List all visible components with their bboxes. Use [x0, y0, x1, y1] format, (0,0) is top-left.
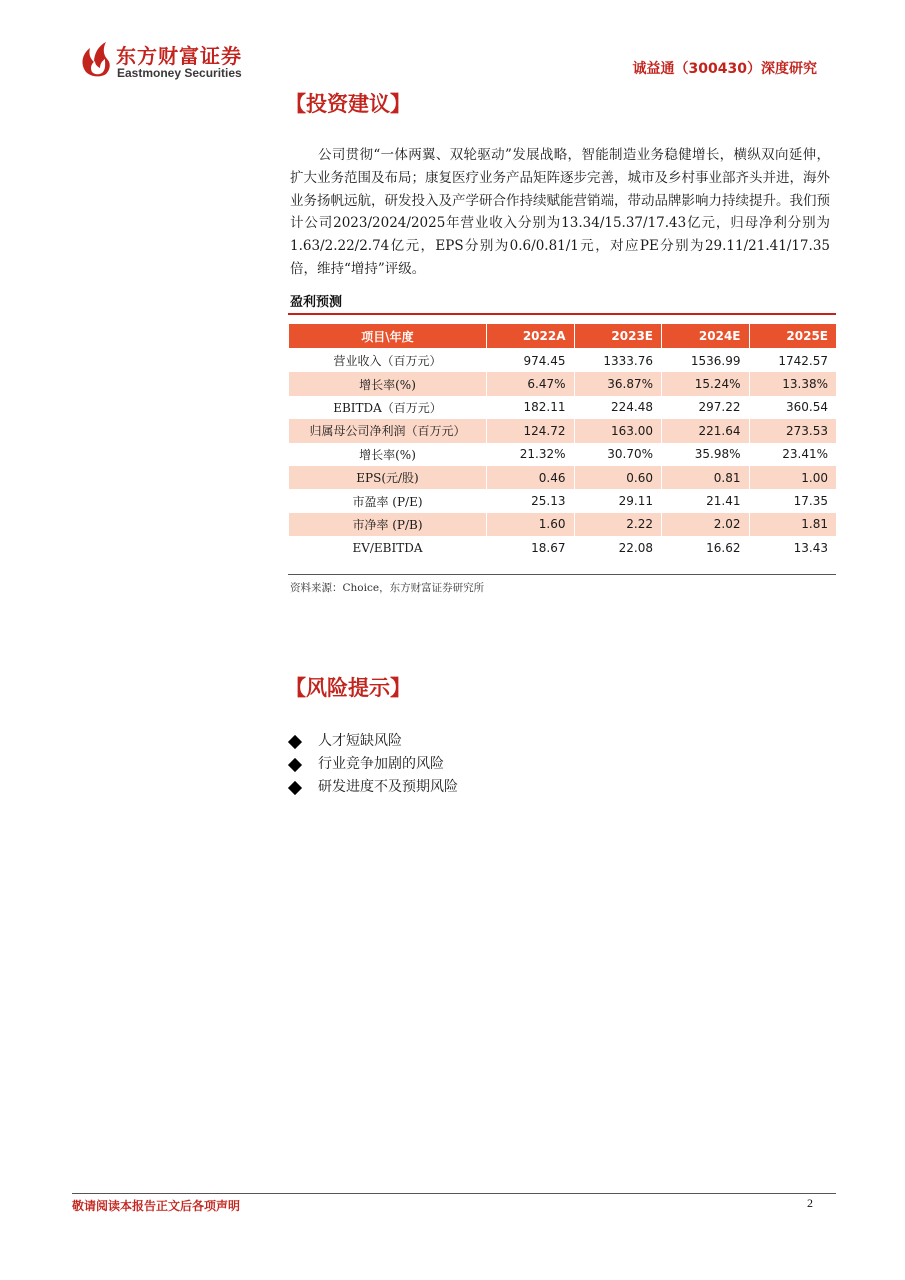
- risk-item-text: 行业竞争加剧的风险: [318, 756, 444, 772]
- table-cell: 221.64: [662, 419, 750, 442]
- table-cell: 30.70%: [574, 443, 662, 466]
- table-source: 资料来源：Choice，东方财富证券研究所: [290, 582, 485, 594]
- table-row: [289, 489, 837, 512]
- table-cell: 1333.76: [574, 349, 662, 373]
- table-cell: 297.22: [662, 396, 750, 419]
- table-caption: 盈利预测: [290, 295, 343, 310]
- row-label: EV/EBITDA: [289, 536, 487, 559]
- table-cell: 21.41: [662, 489, 750, 512]
- header-cell: 项目\年度: [289, 324, 487, 349]
- risk-list: [288, 730, 458, 799]
- diamond-bullet-icon: [288, 757, 302, 771]
- table-cell: 1536.99: [662, 349, 750, 373]
- table-cell: 2.22: [574, 513, 662, 536]
- row-label: EBITDA（百万元）: [289, 396, 487, 419]
- table-cell: 18.67: [487, 536, 575, 559]
- table-cell: 29.11: [574, 489, 662, 512]
- investment-paragraph: 公司贯彻“一体两翼、双轮驱动”发展战略，智能制造业务稳健增长，横纵双向延伸，扩大业务范围及布局；康复医疗业务产品矩阵逐步完善，城市及乡村事业部齐头并进，海外业务扬帆远航，研发投入及产学研合作持续赋能营销端，带动品牌影响力持续提升。我们预计公司2023/2024/2025年营业收入分别为13.34/15.37/17.43亿元，归母净利分别为1.63/2.22/2.74亿元，EPS分别为0.6/0.81/1元，对应PE分别为29.11/21.41/17.35倍，维持“增持”评级。: [290, 147, 830, 277]
- list-item: [288, 753, 458, 776]
- table-cell: 23.41%: [749, 443, 837, 466]
- table-cell: 17.35: [749, 489, 837, 512]
- table-cell: 360.54: [749, 396, 837, 419]
- table-cell: 0.46: [487, 466, 575, 489]
- header-cell: 2023E: [574, 324, 662, 349]
- table-cell: 6.47%: [487, 372, 575, 395]
- eastmoney-flame-icon: [78, 38, 114, 78]
- table-cell: 1.81: [749, 513, 837, 536]
- row-label: 营业收入（百万元）: [289, 349, 487, 373]
- row-label: 增长率(%): [289, 443, 487, 466]
- table-row: [289, 396, 837, 419]
- logo-chinese-name: 东方财富证券: [116, 44, 242, 68]
- table-row: [289, 513, 837, 536]
- table-cell: 224.48: [574, 396, 662, 419]
- table-cell: 21.32%: [487, 443, 575, 466]
- table-row: [289, 536, 837, 559]
- table-header-row: [289, 324, 837, 349]
- table-cell: 124.72: [487, 419, 575, 442]
- table-cell: 1.00: [749, 466, 837, 489]
- table-cell: 163.00: [574, 419, 662, 442]
- report-title: 诚益通（300430）深度研究: [632, 61, 817, 77]
- header-cell: 2025E: [749, 324, 837, 349]
- table-row: [289, 466, 837, 489]
- earnings-forecast-table: [288, 323, 837, 560]
- risk-item-text: 研发进度不及预期风险: [318, 779, 458, 795]
- list-item: [288, 730, 458, 753]
- diamond-bullet-icon: [288, 734, 302, 748]
- row-label: 市盈率 (P/E): [289, 489, 487, 512]
- table-cell: 13.43: [749, 536, 837, 559]
- table-cell: 13.38%: [749, 372, 837, 395]
- footer-rule: [72, 1193, 836, 1194]
- table-cell: 974.45: [487, 349, 575, 373]
- risk-item-text: 人才短缺风险: [318, 733, 402, 749]
- row-label: 增长率(%): [289, 372, 487, 395]
- header-cell: 2022A: [487, 324, 575, 349]
- list-item: [288, 776, 458, 799]
- table-cell: 1.60: [487, 513, 575, 536]
- row-label: EPS(元/股): [289, 466, 487, 489]
- risk-heading: 【风险提示】: [285, 676, 411, 700]
- table-cell: 182.11: [487, 396, 575, 419]
- company-logo: [78, 38, 268, 88]
- table-cell: 36.87%: [574, 372, 662, 395]
- table-cell: 35.98%: [662, 443, 750, 466]
- caption-rule: [288, 313, 836, 315]
- row-label: 归属母公司净利润（百万元）: [289, 419, 487, 442]
- page-number: 2: [807, 1196, 813, 1210]
- table-cell: 0.60: [574, 466, 662, 489]
- table-row: [289, 349, 837, 373]
- table-cell: 0.81: [662, 466, 750, 489]
- diamond-bullet-icon: [288, 780, 302, 794]
- table-cell: 273.53: [749, 419, 837, 442]
- table-row: [289, 419, 837, 442]
- table-bottom-rule: [288, 574, 836, 575]
- table-row: [289, 443, 837, 466]
- row-label: 市净率 (P/B): [289, 513, 487, 536]
- table-cell: 22.08: [574, 536, 662, 559]
- table-cell: 1742.57: [749, 349, 837, 373]
- table-cell: 25.13: [487, 489, 575, 512]
- investment-heading: 【投资建议】: [285, 92, 411, 116]
- table-cell: 15.24%: [662, 372, 750, 395]
- table-row: [289, 372, 837, 395]
- logo-english-name: Eastmoney Securities: [117, 66, 242, 80]
- table-cell: 16.62: [662, 536, 750, 559]
- header-cell: 2024E: [662, 324, 750, 349]
- table-cell: 2.02: [662, 513, 750, 536]
- footer-disclaimer: 敬请阅读本报告正文后各项声明: [72, 1199, 241, 1213]
